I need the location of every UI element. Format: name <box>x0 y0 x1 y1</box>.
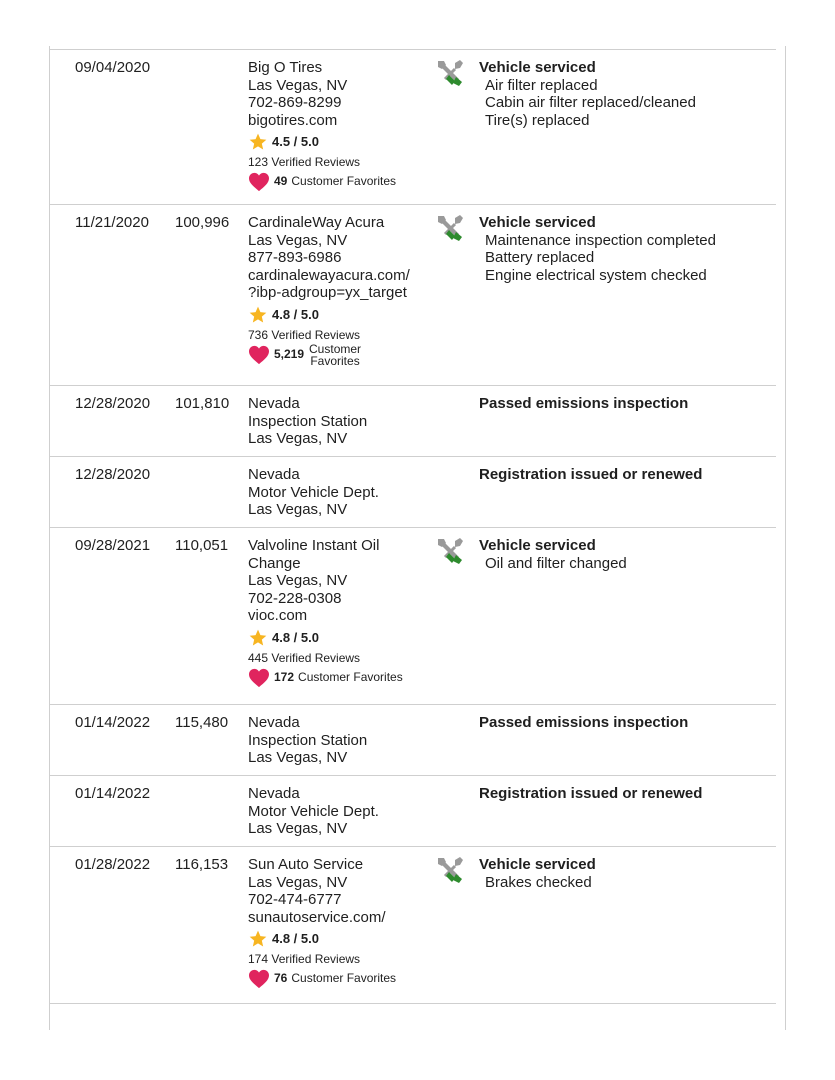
source-line: Las Vegas, NV <box>248 749 348 766</box>
star-icon <box>248 929 268 949</box>
source-line: ?ibp-adgroup=yx_target <box>248 284 407 301</box>
record-source <box>248 856 436 990</box>
favorites-label: Customer Favorites <box>298 669 403 684</box>
source-line: Las Vegas, NV <box>248 231 348 249</box>
favorites-count: 172 <box>274 669 295 684</box>
detail-title: Passed emissions inspection <box>479 714 689 731</box>
record-source <box>248 59 436 193</box>
rating-value: 4.8 / 5.0 <box>272 629 319 645</box>
source-line: cardinalewayacura.com/ <box>248 266 410 284</box>
verified-reviews[interactable]: 174 Verified Reviews <box>248 952 361 966</box>
detail-item: Air filter replaced <box>485 76 598 94</box>
source-line: Big O Tires <box>248 59 323 76</box>
source-line: Valvoline Instant Oil Change <box>248 537 380 572</box>
detail-title: Registration issued or renewed <box>479 785 703 802</box>
record-date: 09/28/2021 <box>75 537 151 554</box>
record-details <box>479 537 779 572</box>
history-record <box>49 705 776 776</box>
record-date: 11/21/2020 <box>75 214 149 231</box>
wrench-screwdriver-icon <box>435 536 469 570</box>
record-details <box>479 395 779 413</box>
history-record <box>49 847 776 1004</box>
record-source <box>248 395 436 448</box>
record-date: 12/28/2020 <box>75 466 151 483</box>
source-line: Nevada <box>248 785 300 802</box>
record-date: 01/28/2022 <box>75 856 151 873</box>
history-record <box>49 776 776 847</box>
heart-icon <box>248 172 270 192</box>
source-line: bigotires.com <box>248 111 338 129</box>
detail-title: Vehicle serviced <box>479 856 596 873</box>
record-source <box>248 466 436 519</box>
favorites-label: Customer Favorites <box>291 971 397 986</box>
source-line: Las Vegas, NV <box>248 572 348 589</box>
record-mileage: 101,810 <box>175 395 230 412</box>
record-details <box>479 466 779 484</box>
right-border <box>785 46 786 1030</box>
record-source <box>248 714 436 767</box>
detail-title: Vehicle serviced <box>479 59 596 76</box>
source-line: Motor Vehicle Dept. <box>248 802 379 820</box>
customer-favorites <box>248 968 436 990</box>
detail-item: Brakes checked <box>485 873 592 891</box>
rating <box>248 304 436 326</box>
record-mileage: 110,051 <box>175 537 229 554</box>
record-source <box>248 537 436 689</box>
detail-item: Battery replaced <box>485 249 595 266</box>
verified-reviews[interactable]: 445 Verified Reviews <box>248 650 361 665</box>
source-line: Las Vegas, NV <box>248 873 348 891</box>
history-record <box>49 205 776 386</box>
customer-favorites <box>248 171 436 193</box>
heart-icon <box>248 969 270 989</box>
rating <box>248 928 436 950</box>
detail-title: Passed emissions inspection <box>479 395 689 412</box>
wrench-screwdriver-icon <box>435 213 469 247</box>
record-mileage: 115,480 <box>175 714 229 731</box>
heart-icon <box>248 668 270 688</box>
detail-title: Registration issued or renewed <box>479 466 703 483</box>
detail-item: Tire(s) replaced <box>485 111 590 129</box>
detail-item: Cabin air filter replaced/cleaned <box>485 94 696 111</box>
source-line: CardinaleWay Acura <box>248 214 385 231</box>
rating-value: 4.5 / 5.0 <box>272 134 319 150</box>
source-line: vioc.com <box>248 607 308 624</box>
source-line: Nevada <box>248 466 300 483</box>
heart-icon <box>248 345 270 365</box>
source-line: Las Vegas, NV <box>248 430 348 447</box>
history-records <box>49 50 776 1004</box>
source-line: Inspection Station <box>248 412 368 430</box>
favorites-count: 5,219 <box>274 346 305 361</box>
detail-item: Maintenance inspection completed <box>485 231 716 249</box>
source-line: 702-474-6777 <box>248 891 342 908</box>
favorites-label: Customer Favorites <box>291 174 397 189</box>
record-details <box>479 856 779 891</box>
record-date: 09/04/2020 <box>75 59 151 76</box>
record-source <box>248 785 436 838</box>
detail-item: Oil and filter changed <box>485 554 627 572</box>
record-source <box>248 214 436 366</box>
favorites-count: 49 <box>274 174 288 189</box>
history-record <box>49 528 776 705</box>
record-mileage: 100,996 <box>175 214 230 231</box>
record-details <box>479 214 779 284</box>
detail-item: Engine electrical system checked <box>485 266 707 284</box>
source-line: 702-228-0308 <box>248 589 342 607</box>
source-line: sunautoservice.com/ <box>248 908 386 926</box>
source-line: Las Vegas, NV <box>248 501 348 518</box>
star-icon <box>248 132 268 152</box>
customer-favorites <box>248 341 436 368</box>
wrench-screwdriver-icon <box>435 855 469 889</box>
source-line: Sun Auto Service <box>248 856 364 873</box>
record-date: 12/28/2020 <box>75 395 151 412</box>
source-line: Motor Vehicle Dept. <box>248 483 379 501</box>
star-icon <box>248 305 268 325</box>
source-line: Nevada <box>248 395 300 412</box>
rating-value: 4.8 / 5.0 <box>272 306 319 322</box>
detail-title: Vehicle serviced <box>479 537 596 554</box>
record-details <box>479 714 779 732</box>
rating <box>248 627 436 649</box>
source-line: Nevada <box>248 714 300 731</box>
history-record <box>49 457 776 528</box>
customer-favorites <box>248 667 436 689</box>
verified-reviews[interactable]: 123 Verified Reviews <box>248 155 361 169</box>
rating-value: 4.8 / 5.0 <box>272 931 319 947</box>
verified-reviews[interactable]: 736 Verified Reviews <box>248 327 361 342</box>
record-details <box>479 785 779 803</box>
source-line: Las Vegas, NV <box>248 820 348 837</box>
source-line: 702-869-8299 <box>248 94 342 111</box>
record-date: 01/14/2022 <box>75 785 151 802</box>
history-record <box>49 50 776 205</box>
wrench-screwdriver-icon <box>435 58 469 92</box>
favorites-count: 76 <box>274 971 288 986</box>
record-details <box>479 59 779 129</box>
detail-title: Vehicle serviced <box>479 214 596 231</box>
star-icon <box>248 628 268 648</box>
history-record <box>49 386 776 457</box>
record-date: 01/14/2022 <box>75 714 151 731</box>
record-mileage: 116,153 <box>175 856 229 873</box>
rating <box>248 131 436 153</box>
source-line: Inspection Station <box>248 731 368 749</box>
source-line: 877-893-6986 <box>248 249 342 266</box>
source-line: Las Vegas, NV <box>248 76 348 94</box>
favorites-label: Customer Favorites <box>309 341 362 368</box>
